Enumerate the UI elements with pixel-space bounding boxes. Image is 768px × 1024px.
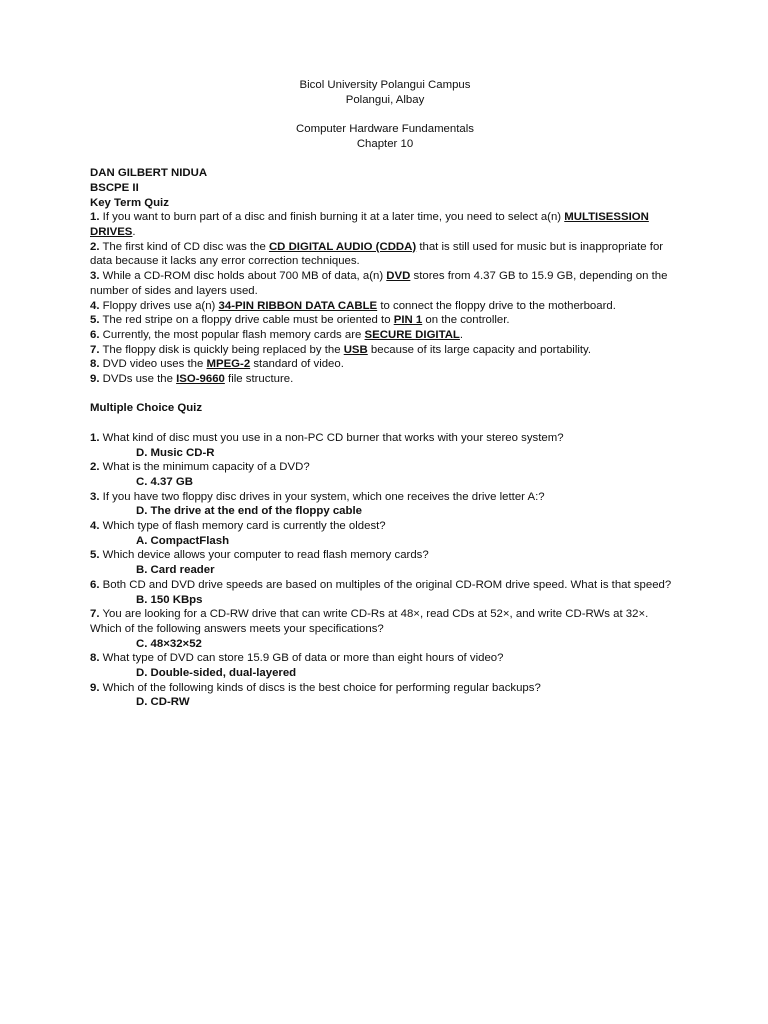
key-term-item: 4. Floppy drives use a(n) 34-PIN RIBBON DATA CABLE to connect the floppy drive to the motherboard.: [90, 299, 616, 312]
key-term-answer: ISO-9660: [176, 373, 225, 386]
mc-item: 1. What kind of disc must you use in a non-PC CD burner that works with your stereo system? D. Music CD-R: [90, 431, 680, 460]
mc-question: Which type of flash memory card is currently the oldest?: [99, 520, 386, 533]
mc-answer: C. 4.37 GB: [136, 475, 193, 488]
key-term-item: 6. Currently, the most popular flash memory cards are SECURE DIGITAL.: [90, 328, 464, 341]
course-title: Computer Hardware Fundamentals: [296, 123, 474, 136]
mc-question: What is the minimum capacity of a DVD?: [99, 461, 310, 474]
key-term-answer: MULTISESSION DRIVES: [90, 211, 649, 238]
mc-answer: A. CompactFlash: [136, 534, 230, 547]
key-term-item: 5. The red stripe on a floppy drive cable must be oriented to PIN 1 on the controller.: [90, 314, 510, 327]
mc-question: What type of DVD can store 15.9 GB of data or more than eight hours of video?: [99, 652, 504, 665]
mc-answer: B. Card reader: [136, 564, 215, 577]
mc-answer: D. CD-RW: [136, 696, 190, 709]
mc-answer: D. Double-sided, dual-layered: [136, 667, 297, 680]
key-term-item: 2. The first kind of CD disc was the CD DIGITAL AUDIO (CDDA) that is still used for music but is inappropriate for data because it lacks any error correction techniques.: [90, 240, 664, 268]
key-term-item: 3. While a CD-ROM disc holds about 700 MB of data, a(n) DVD stores from 4.37 GB to 15.9 GB, depending on the number of sides and layers used.: [90, 270, 668, 297]
mc-question: If you have two floppy disc drives in your system, which one receives the drive letter A:?: [99, 490, 545, 503]
document-header: [90, 78, 680, 152]
mc-answer: B. 150 KBps: [136, 593, 203, 606]
key-term-item: 7. The floppy disk is quickly being replaced by the USB because of its large capacity and portability.: [90, 343, 592, 356]
multiple-choice-quiz-list: [90, 431, 680, 710]
school-name: Bicol University Polangui Campus: [299, 79, 471, 91]
school-location: Polangui, Albay: [345, 93, 425, 106]
key-term-answer: CD DIGITAL AUDIO (CDDA): [268, 240, 417, 253]
key-term-answer: MPEG-2: [206, 358, 251, 371]
student-program: BSCPE II: [90, 181, 139, 194]
key-term-item: 8. DVD video uses the MPEG-2 standard of video.: [90, 358, 344, 371]
mc-item: 5. Which device allows your computer to read flash memory cards? B. Card reader: [90, 548, 680, 577]
key-term-answer: USB: [343, 343, 368, 356]
mc-item: 8. What type of DVD can store 15.9 GB of data or more than eight hours of video? D. Double-sided, dual-layered: [90, 651, 680, 680]
mc-item: 4. Which type of flash memory card is currently the oldest? A. CompactFlash: [90, 519, 680, 548]
mc-answer: D. The drive at the end of the floppy cable: [136, 505, 362, 518]
mc-question: Both CD and DVD drive speeds are based on multiples of the original CD-ROM drive speed. What is that speed?: [99, 578, 672, 591]
mc-question: Which device allows your computer to read flash memory cards?: [99, 549, 429, 562]
key-term-answer: PIN 1: [393, 314, 423, 327]
mc-question: You are looking for a CD-RW drive that can write CD-Rs at 48×, read CDs at 52×, and write CD-RWs at 32×. Which of the following answers meets your specifications?: [90, 608, 649, 635]
key-term-item: 1. If you want to burn part of a disc and finish burning it at a later time, you need to select a(n) MULTISESSION DRIVES.: [90, 211, 649, 238]
student-name: DAN GILBERT NIDUA: [90, 167, 208, 180]
mc-question: Which of the following kinds of discs is the best choice for performing regular backups?: [99, 681, 541, 694]
key-term-answer: SECURE DIGITAL: [364, 328, 460, 341]
multiple-choice-quiz-title: Multiple Choice Quiz: [90, 402, 203, 415]
key-term-quiz-title: Key Term Quiz: [90, 196, 169, 209]
mc-item: 2. What is the minimum capacity of a DVD? C. 4.37 GB: [90, 460, 680, 489]
key-term-answer: 34-PIN RIBBON DATA CABLE: [218, 299, 378, 312]
chapter-title: Chapter 10: [356, 137, 414, 150]
mc-item: 6. Both CD and DVD drive speeds are based on multiples of the original CD-ROM drive speed. What is that speed? B. 150 KBps: [90, 578, 680, 607]
mc-question: What kind of disc must you use in a non-PC CD burner that works with your stereo system?: [99, 431, 564, 444]
mc-answer: D. Music CD-R: [136, 446, 215, 459]
key-term-quiz-list: [90, 210, 680, 386]
mc-item: 7. You are looking for a CD-RW drive that can write CD-Rs at 48×, read CDs at 52×, and write CD-RWs at 32×. Which of the following answers meets your specifications? C. 48×32×52: [90, 607, 680, 651]
document-page: [90, 78, 680, 710]
mc-answer: C. 48×32×52: [136, 637, 202, 650]
key-term-item: 9. DVDs use the ISO-9660 file structure.: [90, 373, 294, 386]
mc-item: 9. Which of the following kinds of discs is the best choice for performing regular backups? D. CD-RW: [90, 681, 680, 710]
mc-item: 3. If you have two floppy disc drives in your system, which one receives the drive letter A:? D. The drive at the end of the floppy cable: [90, 490, 680, 519]
key-term-answer: DVD: [386, 270, 411, 283]
